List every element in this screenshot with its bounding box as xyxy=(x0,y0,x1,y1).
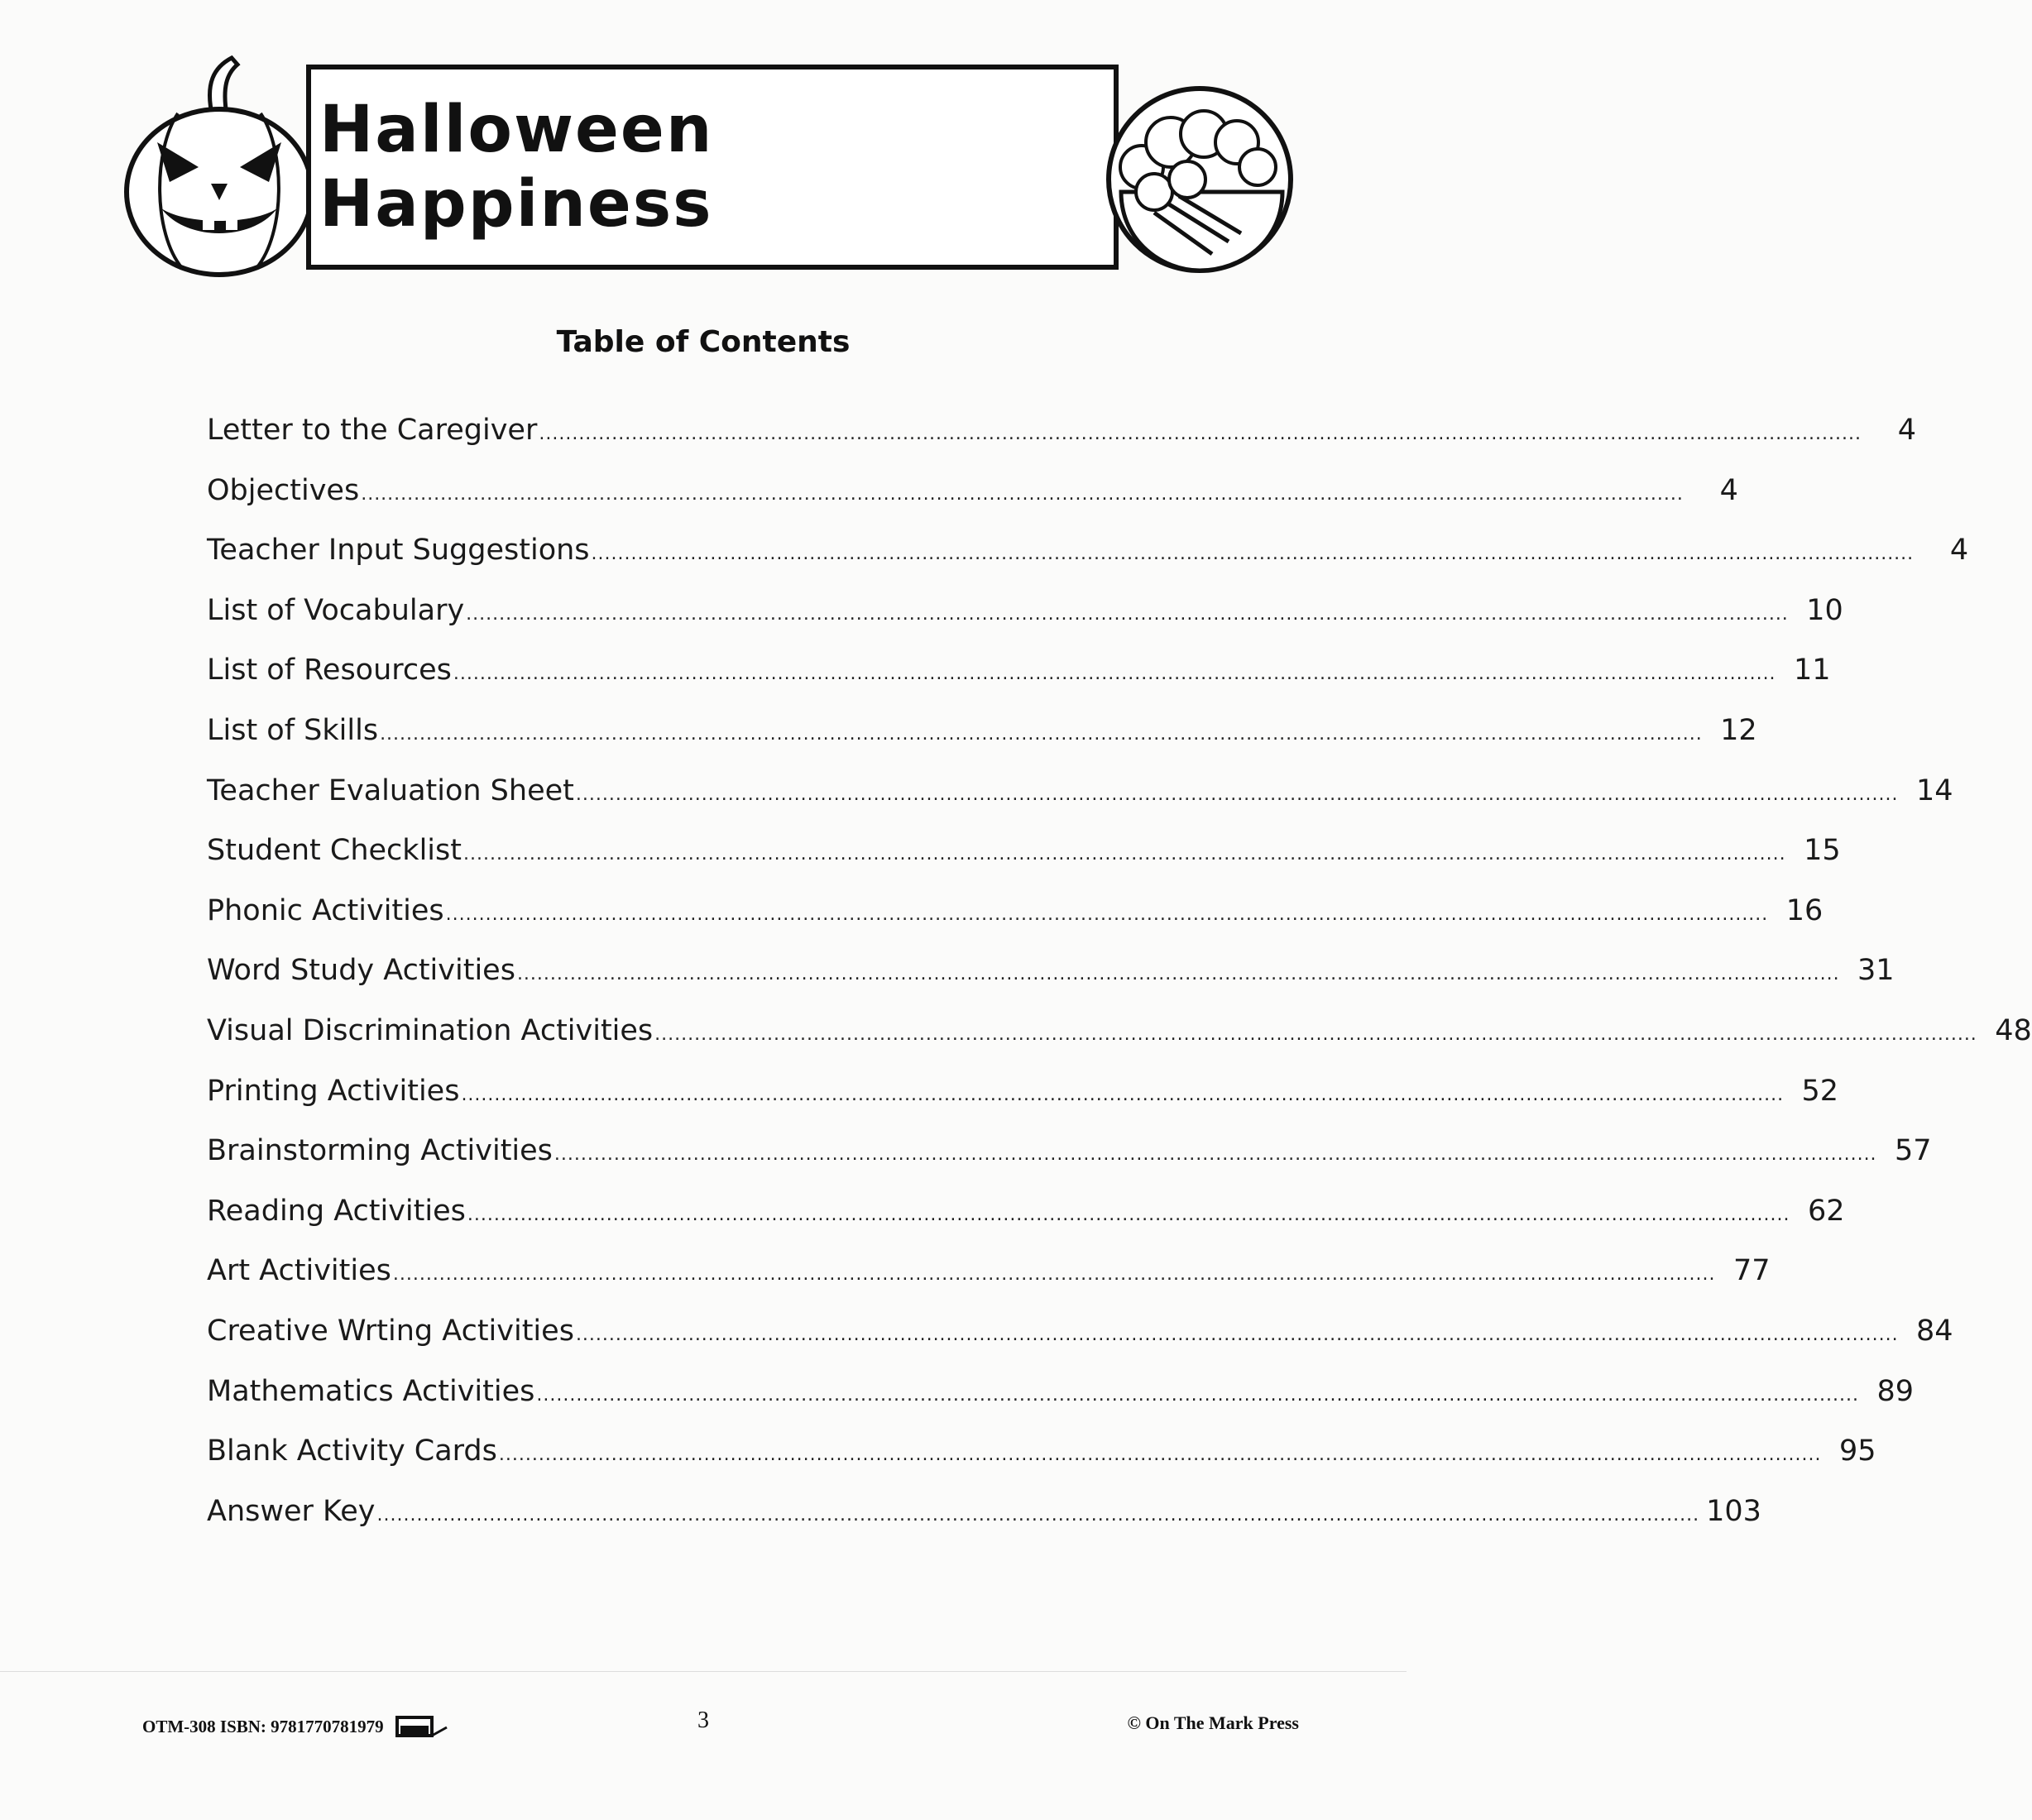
toc-leader-dots: ........................................................................................................................................................................................................ xyxy=(591,544,1915,565)
page-number: 3 xyxy=(697,1707,709,1733)
toc-entry-label: Blank Activity Cards xyxy=(207,1434,497,1468)
toc-entry-page: 77 xyxy=(1732,1254,1771,1288)
toc-entry-page: 11 xyxy=(1794,654,1831,687)
toc-leader-dots: ........................................................................................................................................................................................................ xyxy=(453,663,1776,685)
toc-entry xyxy=(207,893,1824,955)
toc-entry-page: 62 xyxy=(1807,1194,1845,1228)
toc-entry-label: Art Activities xyxy=(207,1254,391,1288)
toc-entry-label: List of Resources xyxy=(207,654,452,687)
toc-entry-label: Mathematics Activities xyxy=(207,1374,535,1408)
toc-leader-dots: ........................................................................................................................................................................................................ xyxy=(516,964,1840,985)
toc-entry-label: Visual Discrimination Activities xyxy=(207,1013,654,1047)
toc-entry-page: 4 xyxy=(1719,473,1738,507)
toc-leader-dots: ........................................................................................................................................................................................................ xyxy=(392,1264,1716,1286)
toc-entry-label: Creative Wrting Activities xyxy=(207,1314,574,1348)
toc-entry-label: Letter to the Caregiver xyxy=(207,414,538,447)
toc-entry xyxy=(207,473,1738,534)
toc-entry-page: 10 xyxy=(1806,593,1843,627)
toc-leader-dots: ........................................................................................................................................................................................................ xyxy=(466,603,1789,625)
copyright-text: © On The Mark Press xyxy=(1127,1712,1299,1733)
toc-entry-label: Word Study Activities xyxy=(207,954,515,988)
toc-leader-dots: ........................................................................................................................................................................................................ xyxy=(498,1444,1822,1466)
toc-leader-dots: ........................................................................................................................................................................................................ xyxy=(361,483,1684,505)
page-footer xyxy=(0,1704,1407,1737)
toc-entry-label: Teacher Evaluation Sheet xyxy=(207,774,574,807)
toc-entry-label: List of Vocabulary xyxy=(207,593,465,627)
jack-o-lantern-icon xyxy=(120,51,319,283)
toc-entry-label: Student Checklist xyxy=(207,834,462,868)
toc-entry xyxy=(207,593,1843,654)
toc-leader-dots: ........................................................................................................................................................................................................ xyxy=(467,1204,1790,1225)
toc-entry xyxy=(207,654,1831,714)
toc-entry xyxy=(207,713,1757,774)
toc-entry-label: Reading Activities xyxy=(207,1194,466,1228)
toc-entry xyxy=(207,1194,1845,1255)
toc-entry xyxy=(207,1314,1953,1375)
toc-entry-page: 4 xyxy=(1949,534,1969,568)
toc-entry xyxy=(207,1254,1771,1315)
toc-entry xyxy=(207,534,1969,594)
toc-entry xyxy=(207,954,1895,1014)
toc-entry-page: 15 xyxy=(1804,834,1841,868)
toc-entry-page: 103 xyxy=(1706,1494,1761,1528)
title-banner xyxy=(120,51,1336,291)
toc-entry-page: 31 xyxy=(1857,954,1895,988)
toc-entry xyxy=(207,414,1916,474)
toc-entry-page: 84 xyxy=(1916,1314,1953,1348)
toc-entry xyxy=(207,1494,1761,1555)
toc-leader-dots: ........................................................................................................................................................................................................ xyxy=(575,783,1899,805)
toc-entry xyxy=(207,1434,1876,1495)
toc-entry-label: Phonic Activities xyxy=(207,893,444,927)
toc-entry-label: Teacher Input Suggestions xyxy=(207,534,590,568)
toc-entry-label: Answer Key xyxy=(207,1494,376,1528)
toc-entry xyxy=(207,1374,1914,1435)
cauldron-icon xyxy=(1105,76,1295,283)
toc-leader-dots: ........................................................................................................................................................................................................ xyxy=(654,1023,1977,1045)
toc-entry-page: 48 xyxy=(1995,1013,2032,1047)
toc-entry-page: 12 xyxy=(1720,713,1757,747)
toc-entry xyxy=(207,1134,1932,1195)
toc-entry-page: 57 xyxy=(1895,1134,1932,1168)
toc-entry-page: 16 xyxy=(1785,893,1824,927)
toc-entry-page: 14 xyxy=(1915,774,1953,807)
toc-leader-dots: ........................................................................................................................................................................................................ xyxy=(536,1384,1859,1406)
toc-entry xyxy=(207,774,1953,835)
toc-leader-dots: ........................................................................................................................................................................................................ xyxy=(380,723,1703,745)
toc-entry-label: Printing Activities xyxy=(207,1074,460,1108)
toc-entry-page: 89 xyxy=(1876,1374,1914,1408)
toc-entry-label: List of Skills xyxy=(207,713,379,747)
toc-entry-page: 52 xyxy=(1801,1074,1839,1108)
toc-entry-label: Objectives xyxy=(207,473,360,507)
footer-divider xyxy=(0,1671,1407,1672)
page-title: Halloween Happiness xyxy=(319,93,714,242)
toc-leader-dots: ........................................................................................................................................................................................................ xyxy=(462,844,1786,865)
toc-entry xyxy=(207,834,1841,894)
isbn-text: OTM-308 ISBN: 9781770781979 xyxy=(142,1716,384,1736)
toc-leader-dots: ........................................................................................................................................................................................................ xyxy=(539,424,1862,444)
toc-entry xyxy=(207,1013,2032,1075)
toc-leader-dots: ........................................................................................................................................................................................................ xyxy=(445,903,1769,925)
toc-entry-page: 4 xyxy=(1897,414,1916,447)
title-box xyxy=(306,65,1119,270)
table-of-contents xyxy=(207,414,2032,1554)
toc-heading: Table of Contents xyxy=(556,325,851,359)
toc-entry xyxy=(207,1074,1839,1135)
toc-leader-dots: ........................................................................................................................................................................................................ xyxy=(376,1504,1700,1525)
toc-leader-dots: ........................................................................................................................................................................................................ xyxy=(461,1084,1785,1105)
toc-entry-label: Brainstorming Activities xyxy=(207,1134,553,1168)
toc-leader-dots: ........................................................................................................................................................................................................ xyxy=(554,1144,1877,1166)
toc-leader-dots: ........................................................................................................................................................................................................ xyxy=(575,1324,1899,1345)
toc-entry-page: 95 xyxy=(1838,1434,1876,1468)
